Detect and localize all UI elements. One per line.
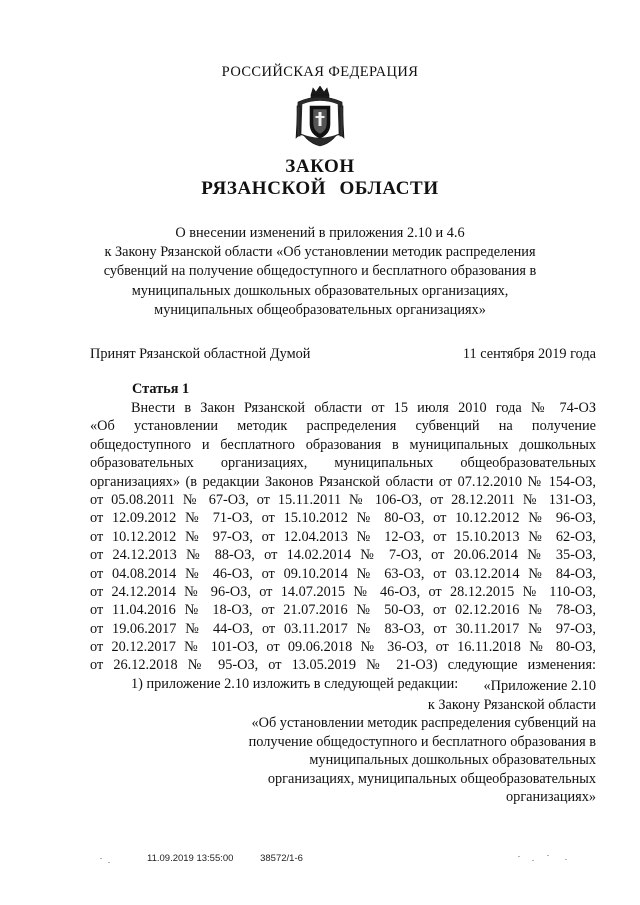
- footer-timestamp: 11.09.2019 13:55:00: [147, 853, 234, 864]
- article-line: от 26.12.2018 № 95-ОЗ, от 13.05.2019 № 21-ОЗ) следующие изменения:: [90, 657, 596, 674]
- scan-speck: [100, 858, 102, 859]
- article-line: от 20.12.2017 № 101-ОЗ, от 09.06.2018 № 36-ОЗ, от 16.11.2018 № 80-ОЗ,: [90, 639, 596, 656]
- article-heading: Статья 1: [132, 381, 190, 397]
- appendix-line: организациях»: [506, 789, 596, 805]
- article-line: от 19.06.2017 № 44-ОЗ, от 03.11.2017 № 83-ОЗ, от 30.11.2017 № 97-ОЗ,: [90, 620, 596, 637]
- article-line: общедоступного и бесплатного образования в муниципальных дошкольных: [90, 436, 596, 453]
- adoption-date: 11 сентября 2019 года: [462, 346, 596, 362]
- appendix-line: «Приложение 2.10: [483, 678, 596, 694]
- region-title: РЯЗАНСКОЙ ОБЛАСТИ: [201, 178, 439, 199]
- subject-line: к Закону Рязанской области «Об установлении методик распределения: [104, 244, 536, 261]
- article-line: от 24.12.2013 № 88-ОЗ, от 14.02.2014 № 7-ОЗ, от 20.06.2014 № 35-ОЗ,: [90, 547, 596, 564]
- article-line: от 05.08.2011 № 67-ОЗ, от 15.11.2011 № 106-ОЗ, от 28.12.2011 № 131-ОЗ,: [90, 491, 596, 508]
- appendix-header: [90, 677, 596, 807]
- country-name: РОССИЙСКАЯ ФЕДЕРАЦИЯ: [221, 64, 419, 80]
- adoption-line: [90, 346, 596, 363]
- article-line: Внести в Закон Рязанской области от 15 июля 2010 года № 74-ОЗ: [131, 400, 596, 416]
- article-line: 1) приложение 2.10 изложить в следующей редакции:: [131, 675, 459, 692]
- appendix-line: муниципальных дошкольных образовательных: [309, 752, 596, 768]
- article-line: от 04.08.2014 № 46-ОЗ, от 09.10.2014 № 63-ОЗ, от 03.12.2014 № 84-ОЗ,: [90, 565, 596, 582]
- appendix-line: «Об установлении методик распределения субвенций на: [251, 715, 596, 731]
- subject-line: субвенций на получение общедоступного и бесплатного образования в: [103, 263, 537, 280]
- article-line: образовательных организациях, муниципальных общеобразовательных: [90, 455, 596, 472]
- appendix-line: организациях, муниципальных общеобразовательных: [267, 770, 596, 787]
- scan-speck: [565, 859, 567, 860]
- article-line: от 24.12.2014 № 96-ОЗ, от 14.07.2015 № 46-ОЗ, от 28.12.2015 № 110-ОЗ,: [90, 583, 596, 600]
- law-title: ЗАКОН: [285, 156, 355, 177]
- article-body: [90, 399, 596, 693]
- scan-speck: [108, 862, 110, 863]
- article-line: от 12.09.2012 № 71-ОЗ, от 15.10.2012 № 80-ОЗ, от 10.12.2012 № 96-ОЗ,: [90, 510, 596, 527]
- article-line: от 10.12.2012 № 97-ОЗ, от 12.04.2013 № 12-ОЗ, от 15.10.2013 № 62-ОЗ,: [90, 528, 596, 545]
- article-line: «Об установлении методик распределения субвенций на получение: [90, 418, 596, 435]
- article-line: от 11.04.2016 № 18-ОЗ, от 21.07.2016 № 50-ОЗ, от 02.12.2016 № 78-ОЗ,: [90, 602, 596, 619]
- footer-stamp: [147, 853, 303, 864]
- scan-speck: [532, 860, 534, 861]
- article-line: организациях» (в редакции Законов Рязанской области от 07.12.2010 № 154-ОЗ,: [90, 473, 596, 490]
- scan-speck: [518, 856, 520, 857]
- subject-line: О внесении изменений в приложения 2.10 и 4.6: [175, 225, 465, 241]
- appendix-line: получение общедоступного и бесплатного образования в: [248, 733, 596, 750]
- subject-line: муниципальных дошкольных образовательных организациях,: [131, 282, 509, 299]
- adopting-body: Принят Рязанской областной Думой: [90, 346, 311, 362]
- appendix-line: к Закону Рязанской области: [427, 696, 596, 713]
- subject-line: муниципальных общеобразовательных организациях»: [154, 301, 486, 318]
- scan-speck: [547, 855, 549, 856]
- footer-doc-number: 38572/1-6: [260, 853, 303, 864]
- coat-of-arms-icon: [294, 86, 346, 148]
- law-subject: [90, 224, 550, 320]
